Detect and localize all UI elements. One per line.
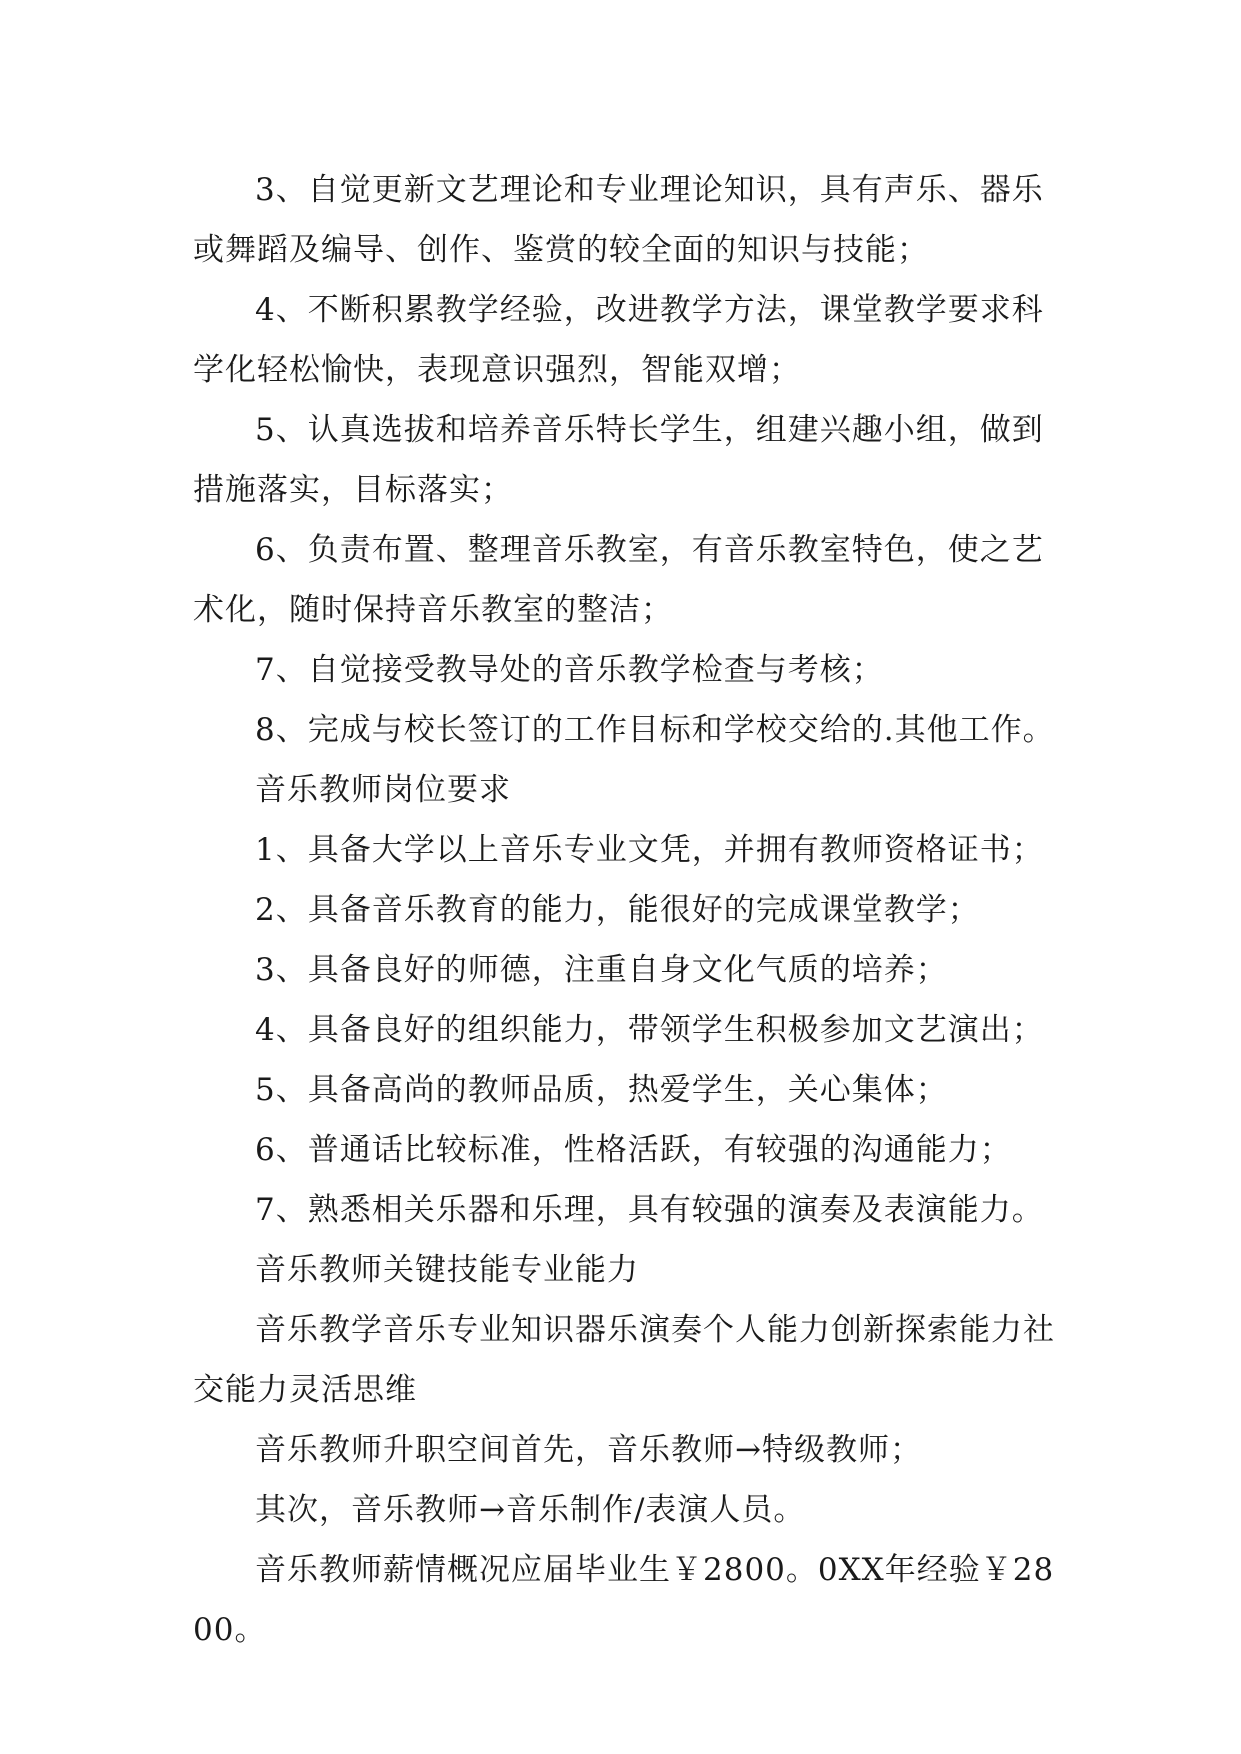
heading-key-skills: 音乐教师关键技能专业能力	[255, 1252, 639, 1288]
heading-job-requirements: 音乐教师岗位要求	[255, 772, 511, 808]
paragraph-requirement-4: 4、具备良好的组织能力，带领学生积极参加文艺演出；	[255, 1012, 1044, 1048]
paragraph-duty-6: 6、负责布置、整理音乐教室，有音乐教室特色，使之艺术化，随时保持音乐教室的整洁；	[193, 532, 1044, 628]
paragraph-duty-4: 4、不断积累教学经验，改进教学方法，课堂教学要求科学化轻松愉快，表现意识强烈，智能双增；	[193, 292, 1044, 388]
paragraph-promotion-first: 音乐教师升职空间首先，音乐教师→特级教师；	[255, 1432, 922, 1468]
paragraph-requirement-5: 5、具备高尚的教师品质，热爱学生，关心集体；	[255, 1072, 948, 1108]
paragraph-duty-8: 8、完成与校长签订的工作目标和学校交给的.其他工作。	[255, 712, 1055, 748]
paragraph-requirement-6: 6、普通话比较标准，性格活跃，有较强的沟通能力；	[255, 1132, 1012, 1168]
paragraph-duty-3: 3、自觉更新文艺理论和专业理论知识，具有声乐、器乐或舞蹈及编导、创作、鉴赏的较全面的知识与技能；	[193, 172, 1044, 268]
paragraph-duty-7: 7、自觉接受教导处的音乐教学检查与考核；	[255, 652, 884, 688]
paragraph-requirement-3: 3、具备良好的师德，注重自身文化气质的培养；	[255, 952, 948, 988]
paragraph-requirement-2: 2、具备音乐教育的能力，能很好的完成课堂教学；	[255, 892, 980, 928]
paragraph-skills-list: 音乐教学音乐专业知识器乐演奏个人能力创新探索能力社交能力灵活思维	[193, 1312, 1055, 1408]
paragraph-requirement-1: 1、具备大学以上音乐专业文凭，并拥有教师资格证书；	[255, 832, 1044, 868]
paragraph-promotion-second: 其次，音乐教师→音乐制作/表演人员。	[255, 1492, 806, 1528]
paragraph-salary: 音乐教师薪情概况应届毕业生￥2800。0XX年经验￥2800。	[193, 1552, 1055, 1648]
paragraph-duty-5: 5、认真选拔和培养音乐特长学生，组建兴趣小组，做到措施落实，目标落实；	[193, 412, 1044, 508]
document-body	[193, 160, 1073, 1660]
paragraph-requirement-7: 7、熟悉相关乐器和乐理，具有较强的演奏及表演能力。	[255, 1192, 1044, 1228]
